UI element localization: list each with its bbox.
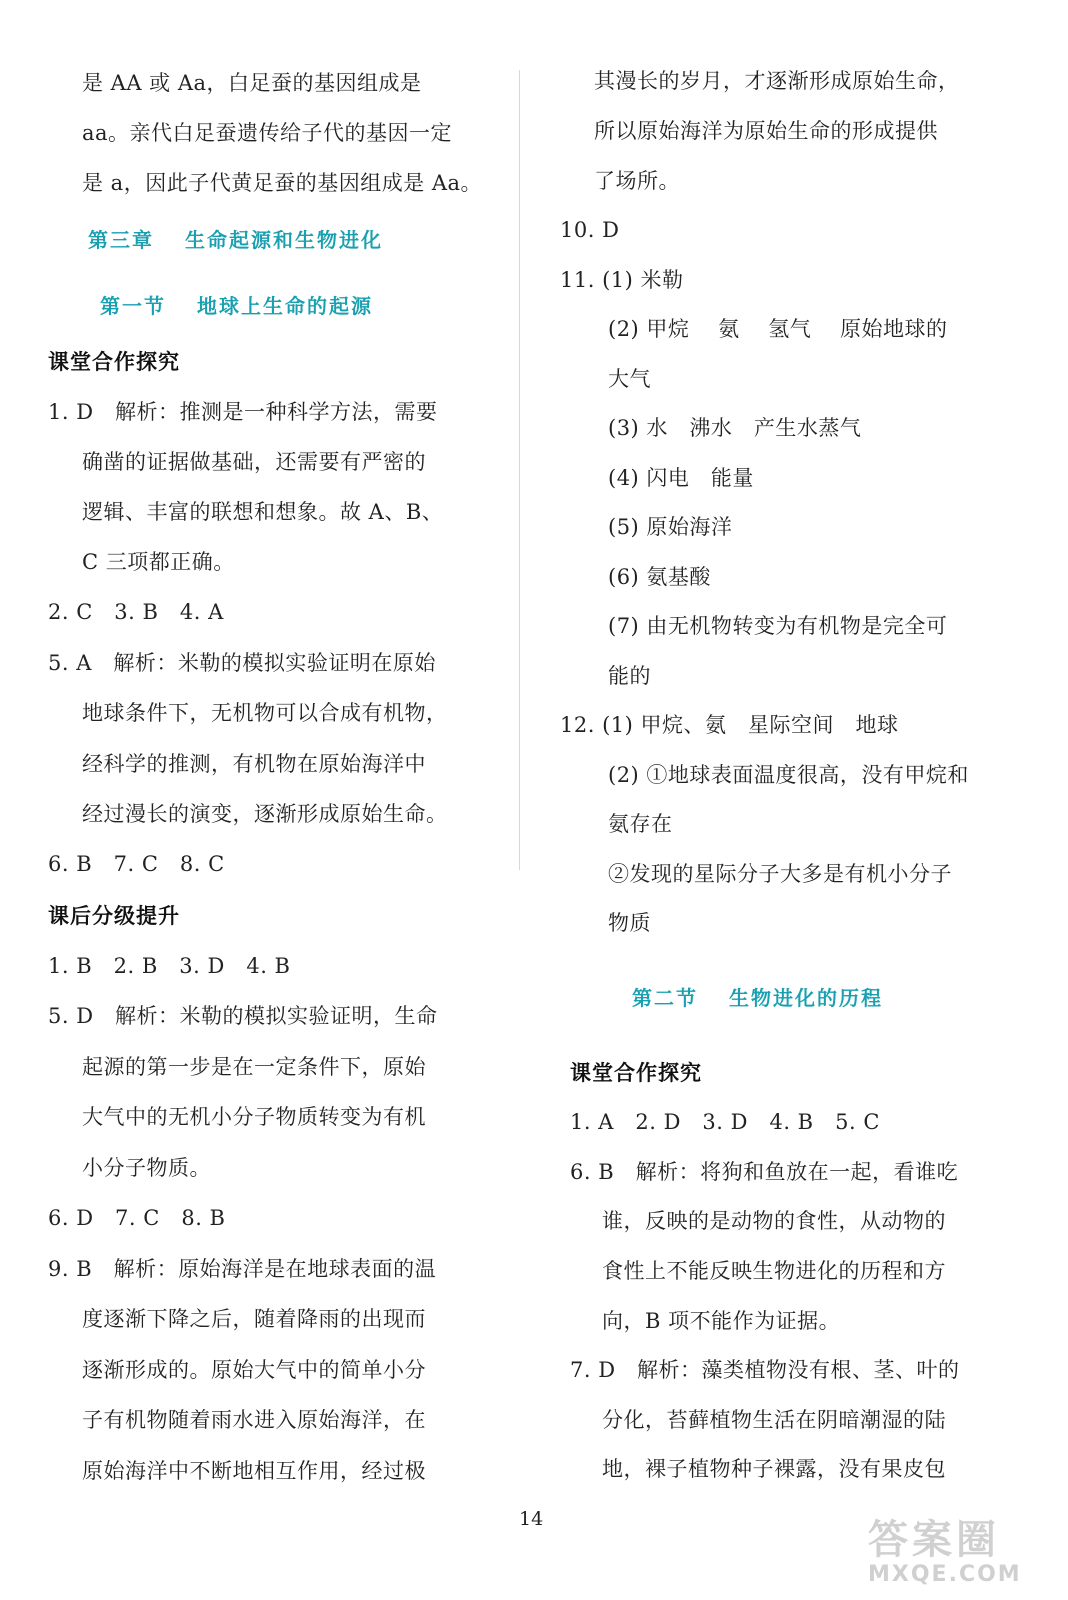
answer-line: 经过漫长的演变，逐渐形成原始生命。: [82, 802, 448, 826]
watermark-bottom-text: MXQE.COM: [868, 1562, 1022, 1587]
answer-line: 1. D 解析：推测是一种科学方法，需要: [48, 400, 438, 424]
answer-line: (6) 氨基酸: [608, 565, 711, 589]
intro-line: 是 a，因此子代黄足蚕的基因组成是 Aa。: [82, 171, 483, 195]
answer-line: 地球条件下，无机物可以合成有机物，: [82, 701, 448, 725]
answer-line: 7. D 解析：藻类植物没有根、茎、叶的: [570, 1358, 960, 1382]
answer-line: 子有机物随着雨水进入原始海洋，在: [82, 1408, 426, 1432]
section-title: 第二节 生物进化的历程: [632, 986, 883, 1010]
answer-line: 能的: [608, 664, 651, 688]
intro-line: 是 AA 或 Aa，白足蚕的基因组成是: [82, 71, 422, 95]
answer-line: 确凿的证据做基础，还需要有严密的: [82, 450, 426, 474]
page-number: 14: [519, 1508, 544, 1530]
answer-line: 6. B 7. C 8. C: [48, 852, 225, 876]
watermark-logo: [868, 1518, 1058, 1594]
answer-line: 逐渐形成的。原始大气中的简单小分: [82, 1358, 426, 1382]
answer-line: 1. A 2. D 3. D 4. B 5. C: [570, 1110, 880, 1134]
answer-line: 度逐渐下降之后，随着降雨的出现而: [82, 1307, 426, 1331]
answer-line: 9. B 解析：原始海洋是在地球表面的温: [48, 1257, 437, 1281]
answer-line: ②发现的星际分子大多是有机小分子: [608, 862, 952, 886]
answer-line: 起源的第一步是在一定条件下，原始: [82, 1055, 426, 1079]
answer-line: 5. A 解析：米勒的模拟实验证明在原始: [48, 651, 436, 675]
answer-line: 其漫长的岁月，才逐渐形成原始生命，: [594, 69, 960, 93]
answer-line: 所以原始海洋为原始生命的形成提供: [594, 119, 938, 143]
answer-line: 原始海洋中不断地相互作用，经过极: [82, 1459, 426, 1483]
heading-class-exploration: 课堂合作探究: [48, 349, 180, 374]
answer-line: 向，B 项不能作为证据。: [602, 1309, 841, 1333]
answer-line: (2) ①地球表面温度很高，没有甲烷和: [608, 763, 969, 787]
answer-line: (2) 甲烷 氨 氢气 原始地球的: [608, 317, 948, 341]
answer-line: 10. D: [560, 218, 620, 242]
answer-line: C 三项都正确。: [82, 550, 235, 574]
answer-line: 分化，苔藓植物生活在阴暗潮湿的陆: [602, 1408, 946, 1432]
answer-line: 氨存在: [608, 812, 673, 836]
answer-line: 谁，反映的是动物的食性，从动物的: [602, 1209, 946, 1233]
intro-line: aa。亲代白足蚕遗传给子代的基因一定: [82, 121, 453, 145]
answer-line: 逻辑、丰富的联想和想象。故 A、B、: [82, 500, 444, 524]
answer-line: (5) 原始海洋: [608, 515, 733, 539]
answer-line: 经科学的推测，有机物在原始海洋中: [82, 752, 426, 776]
heading-after-class: 课后分级提升: [48, 903, 180, 928]
answer-line: 11. (1) 米勒: [560, 268, 684, 292]
answer-line: (4) 闪电 能量: [608, 466, 754, 490]
column-divider: [519, 70, 520, 870]
heading-class-exploration: 课堂合作探究: [570, 1060, 702, 1085]
answer-line: 物质: [608, 911, 651, 935]
answer-line: 6. B 解析：将狗和鱼放在一起，看谁吃: [570, 1160, 959, 1184]
answer-line: (7) 由无机物转变为有机物是完全可: [608, 614, 948, 638]
answer-line: 食性上不能反映生物进化的历程和方: [602, 1259, 946, 1283]
answer-line: 12. (1) 甲烷、氨 星际空间 地球: [560, 713, 899, 737]
answer-line: 5. D 解析：米勒的模拟实验证明，生命: [48, 1004, 438, 1028]
answer-line: 大气中的无机小分子物质转变为有机: [82, 1105, 426, 1129]
answer-line: 小分子物质。: [82, 1156, 211, 1180]
chapter-title: 第三章 生命起源和生物进化: [88, 228, 383, 252]
answer-line: 大气: [608, 367, 651, 391]
watermark-top-text: 答案圈: [868, 1517, 1000, 1563]
section-title: 第一节 地球上生命的起源: [100, 294, 373, 318]
answer-line: 1. B 2. B 3. D 4. B: [48, 954, 291, 978]
answer-line: 地，裸子植物种子裸露，没有果皮包: [602, 1457, 946, 1481]
answer-line: 2. C 3. B 4. A: [48, 600, 224, 624]
answer-line: 6. D 7. C 8. B: [48, 1206, 226, 1230]
answer-line: 了场所。: [594, 169, 680, 193]
answer-line: (3) 水 沸水 产生水蒸气: [608, 416, 862, 440]
